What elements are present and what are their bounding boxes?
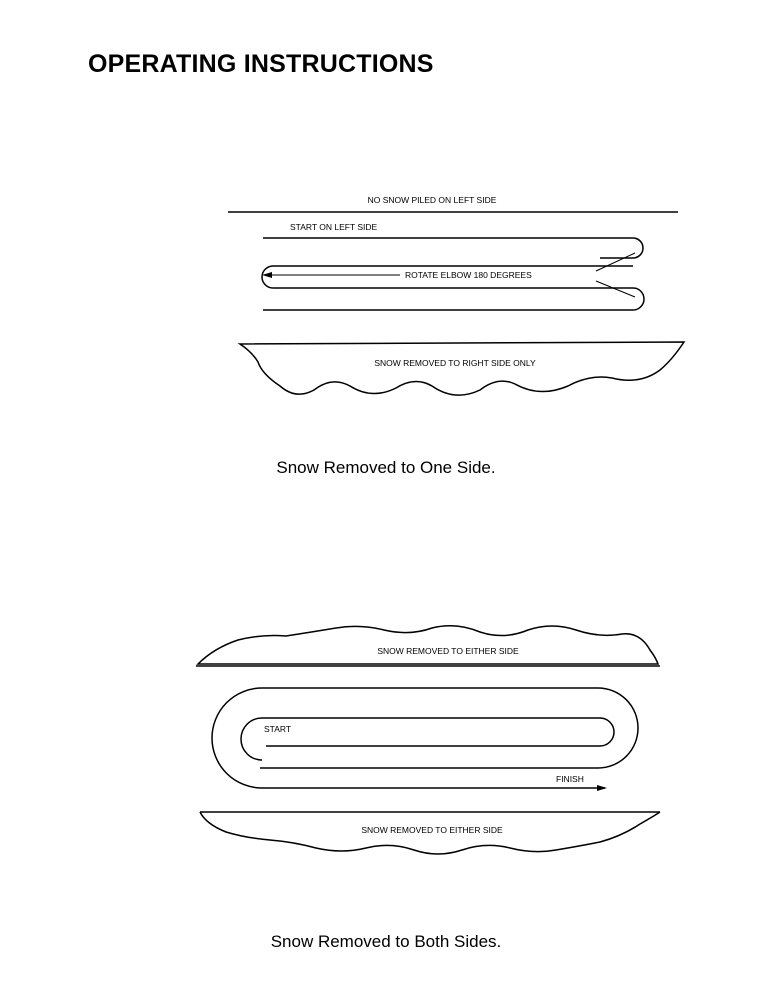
label-finish: FINISH <box>556 774 584 784</box>
rotate-pointer-upper <box>596 253 635 271</box>
snow-pile-top <box>198 626 658 664</box>
label-rotate-elbow: ROTATE ELBOW 180 DEGREES <box>405 270 532 280</box>
label-top-either-side: SNOW REMOVED TO EITHER SIDE <box>377 646 519 656</box>
caption-one-side: Snow Removed to One Side. <box>276 458 496 477</box>
diagram-both-sides <box>0 610 772 870</box>
diagram-one-side <box>0 180 772 420</box>
label-removed-right-only: SNOW REMOVED TO RIGHT SIDE ONLY <box>374 358 536 368</box>
finish-arrow-head <box>597 785 607 791</box>
label-no-snow-left: NO SNOW PILED ON LEFT SIDE <box>367 195 497 205</box>
label-start: START <box>264 724 292 734</box>
outer-loop-path <box>212 688 638 788</box>
label-bottom-either-side: SNOW REMOVED TO EITHER SIDE <box>361 825 503 835</box>
page-title: OPERATING INSTRUCTIONS <box>88 50 434 78</box>
inner-loop-path <box>241 718 614 760</box>
label-start-left-side: START ON LEFT SIDE <box>290 222 378 232</box>
caption-both-sides: Snow Removed to Both Sides. <box>270 932 502 951</box>
rotate-pointer-lower <box>596 281 635 297</box>
snow-pile-right <box>240 342 684 395</box>
